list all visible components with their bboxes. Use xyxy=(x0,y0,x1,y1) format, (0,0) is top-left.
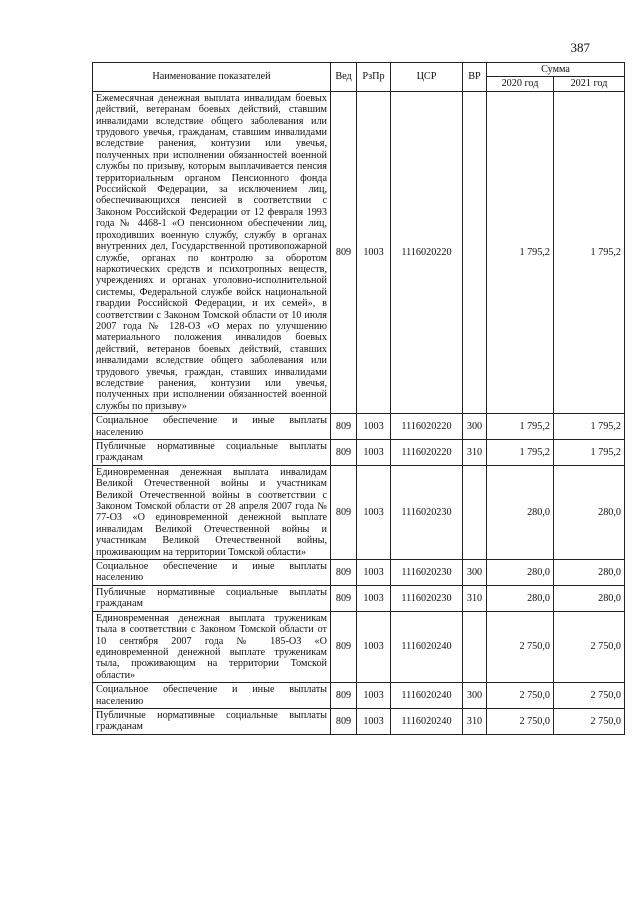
row-csr: 1116020240 xyxy=(391,683,463,709)
header-name: Наименование показателей xyxy=(93,63,331,92)
row-vr: 300 xyxy=(463,414,487,440)
header-year-2021: 2021 год xyxy=(554,77,625,91)
row-ved: 809 xyxy=(331,708,357,734)
row-ved: 809 xyxy=(331,560,357,586)
row-name: Публичные нормативные социальные выплаты гражданам xyxy=(93,440,331,466)
row-sum-2021: 280,0 xyxy=(554,585,625,611)
row-sum-2021: 1 795,2 xyxy=(554,440,625,466)
row-rzpr: 1003 xyxy=(357,708,391,734)
row-rzpr: 1003 xyxy=(357,91,391,413)
row-name: Социальное обеспечение и иные выплаты населению xyxy=(93,560,331,586)
header-rzpr: РзПр xyxy=(357,63,391,92)
table-row xyxy=(93,683,625,709)
table-row xyxy=(93,465,625,559)
row-csr: 1116020240 xyxy=(391,708,463,734)
row-sum-2020: 280,0 xyxy=(487,465,554,559)
row-name: Социальное обеспечение и иные выплаты населению xyxy=(93,414,331,440)
row-sum-2021: 2 750,0 xyxy=(554,611,625,682)
row-rzpr: 1003 xyxy=(357,611,391,682)
row-rzpr: 1003 xyxy=(357,560,391,586)
table-row xyxy=(93,611,625,682)
row-name: Ежемесячная денежная выплата инвалидам боевых действий, ветеранам боевых действий, ставшим инвалидами вследствие общего заболевания или трудового увечья, гражданам, ставшим инвалидами вследствие ранения, контузии или увечья, полученных при исполнении обязанностей военной службы по призыву, которым выплачивается пенсия территориальным органом Пенсионного фонда Российской Федерации, за исключением лиц, обеспечивающихся пенсией в соответствии с Законом Российской Федерации от 12 февраля 1993 года № 4468-1 «О пенсионном обеспечении лиц, проходивших военную службу, службу в органах внутренних дел, Государственной противопожарной службе, органах по контролю за оборотом наркотических средств и психотропных веществ, учреждениях и органах уголовно-исполнительной системы, Федеральной службе войск национальной гвардии Российской Федерации, и их семей», в соответствии с Законом Томской области от 10 июля 2007 года № 128-ОЗ «О мерах по улучшению материального положения инвалидов боевых действий, ветеранов боевых действий, ставших инвалидами вследствие общего заболевания или трудового увечья, граждан, ставших инвалидами вследствие ранения, контузии или увечья, полученных при исполнении обязанностей военной службы по призыву» xyxy=(93,91,331,413)
table-row xyxy=(93,440,625,466)
row-sum-2021: 280,0 xyxy=(554,465,625,559)
row-sum-2021: 1 795,2 xyxy=(554,414,625,440)
row-sum-2021: 2 750,0 xyxy=(554,683,625,709)
budget-table xyxy=(92,62,625,735)
row-ved: 809 xyxy=(331,585,357,611)
table-row xyxy=(93,708,625,734)
row-ved: 809 xyxy=(331,465,357,559)
row-vr xyxy=(463,465,487,559)
row-rzpr: 1003 xyxy=(357,465,391,559)
row-vr: 310 xyxy=(463,708,487,734)
row-name: Единовременная денежная выплата инвалидам Великой Отечественной войны и участникам Великой Отечественной войны в соответствии с Законом Томской области от 28 апреля 2007 года № 77-ОЗ «О единовременной денежной выплате инвалидам Великой Отечественной войны и участникам Великой Отечественной войны, проживающим на территории Томской области» xyxy=(93,465,331,559)
row-csr: 1116020220 xyxy=(391,414,463,440)
header-sum: Сумма xyxy=(487,63,625,77)
row-sum-2020: 2 750,0 xyxy=(487,611,554,682)
header-year-2020: 2020 год xyxy=(487,77,554,91)
row-vr: 310 xyxy=(463,585,487,611)
row-vr xyxy=(463,91,487,413)
row-vr: 310 xyxy=(463,440,487,466)
table-row xyxy=(93,560,625,586)
row-sum-2020: 280,0 xyxy=(487,560,554,586)
row-rzpr: 1003 xyxy=(357,414,391,440)
header-ved: Вед xyxy=(331,63,357,92)
row-csr: 1116020230 xyxy=(391,585,463,611)
row-sum-2020: 2 750,0 xyxy=(487,708,554,734)
table-row xyxy=(93,91,625,413)
row-csr: 1116020240 xyxy=(391,611,463,682)
row-csr: 1116020230 xyxy=(391,560,463,586)
row-ved: 809 xyxy=(331,683,357,709)
table-row xyxy=(93,585,625,611)
row-name: Социальное обеспечение и иные выплаты населению xyxy=(93,683,331,709)
row-sum-2021: 1 795,2 xyxy=(554,91,625,413)
row-sum-2020: 1 795,2 xyxy=(487,91,554,413)
row-csr: 1116020230 xyxy=(391,465,463,559)
row-rzpr: 1003 xyxy=(357,683,391,709)
row-csr: 1116020220 xyxy=(391,91,463,413)
row-name: Публичные нормативные социальные выплаты гражданам xyxy=(93,708,331,734)
row-vr: 300 xyxy=(463,683,487,709)
table-header xyxy=(93,63,625,92)
row-name: Единовременная денежная выплата труженикам тыла в соответствии с Законом Томской области от 10 сентября 2007 года № 185-ОЗ «О единовременной денежной выплате труженикам тыла, проживающим на территории Томской области» xyxy=(93,611,331,682)
row-ved: 809 xyxy=(331,414,357,440)
row-name: Публичные нормативные социальные выплаты гражданам xyxy=(93,585,331,611)
row-ved: 809 xyxy=(331,440,357,466)
table-row xyxy=(93,414,625,440)
row-sum-2021: 280,0 xyxy=(554,560,625,586)
row-vr: 300 xyxy=(463,560,487,586)
row-sum-2021: 2 750,0 xyxy=(554,708,625,734)
row-ved: 809 xyxy=(331,611,357,682)
page-number: 387 xyxy=(570,40,590,55)
row-csr: 1116020220 xyxy=(391,440,463,466)
row-sum-2020: 1 795,2 xyxy=(487,414,554,440)
row-rzpr: 1003 xyxy=(357,440,391,466)
row-ved: 809 xyxy=(331,91,357,413)
row-sum-2020: 280,0 xyxy=(487,585,554,611)
row-rzpr: 1003 xyxy=(357,585,391,611)
row-vr xyxy=(463,611,487,682)
header-vr: ВР xyxy=(463,63,487,92)
row-sum-2020: 1 795,2 xyxy=(487,440,554,466)
table-body xyxy=(93,91,625,734)
header-csr: ЦСР xyxy=(391,63,463,92)
row-sum-2020: 2 750,0 xyxy=(487,683,554,709)
